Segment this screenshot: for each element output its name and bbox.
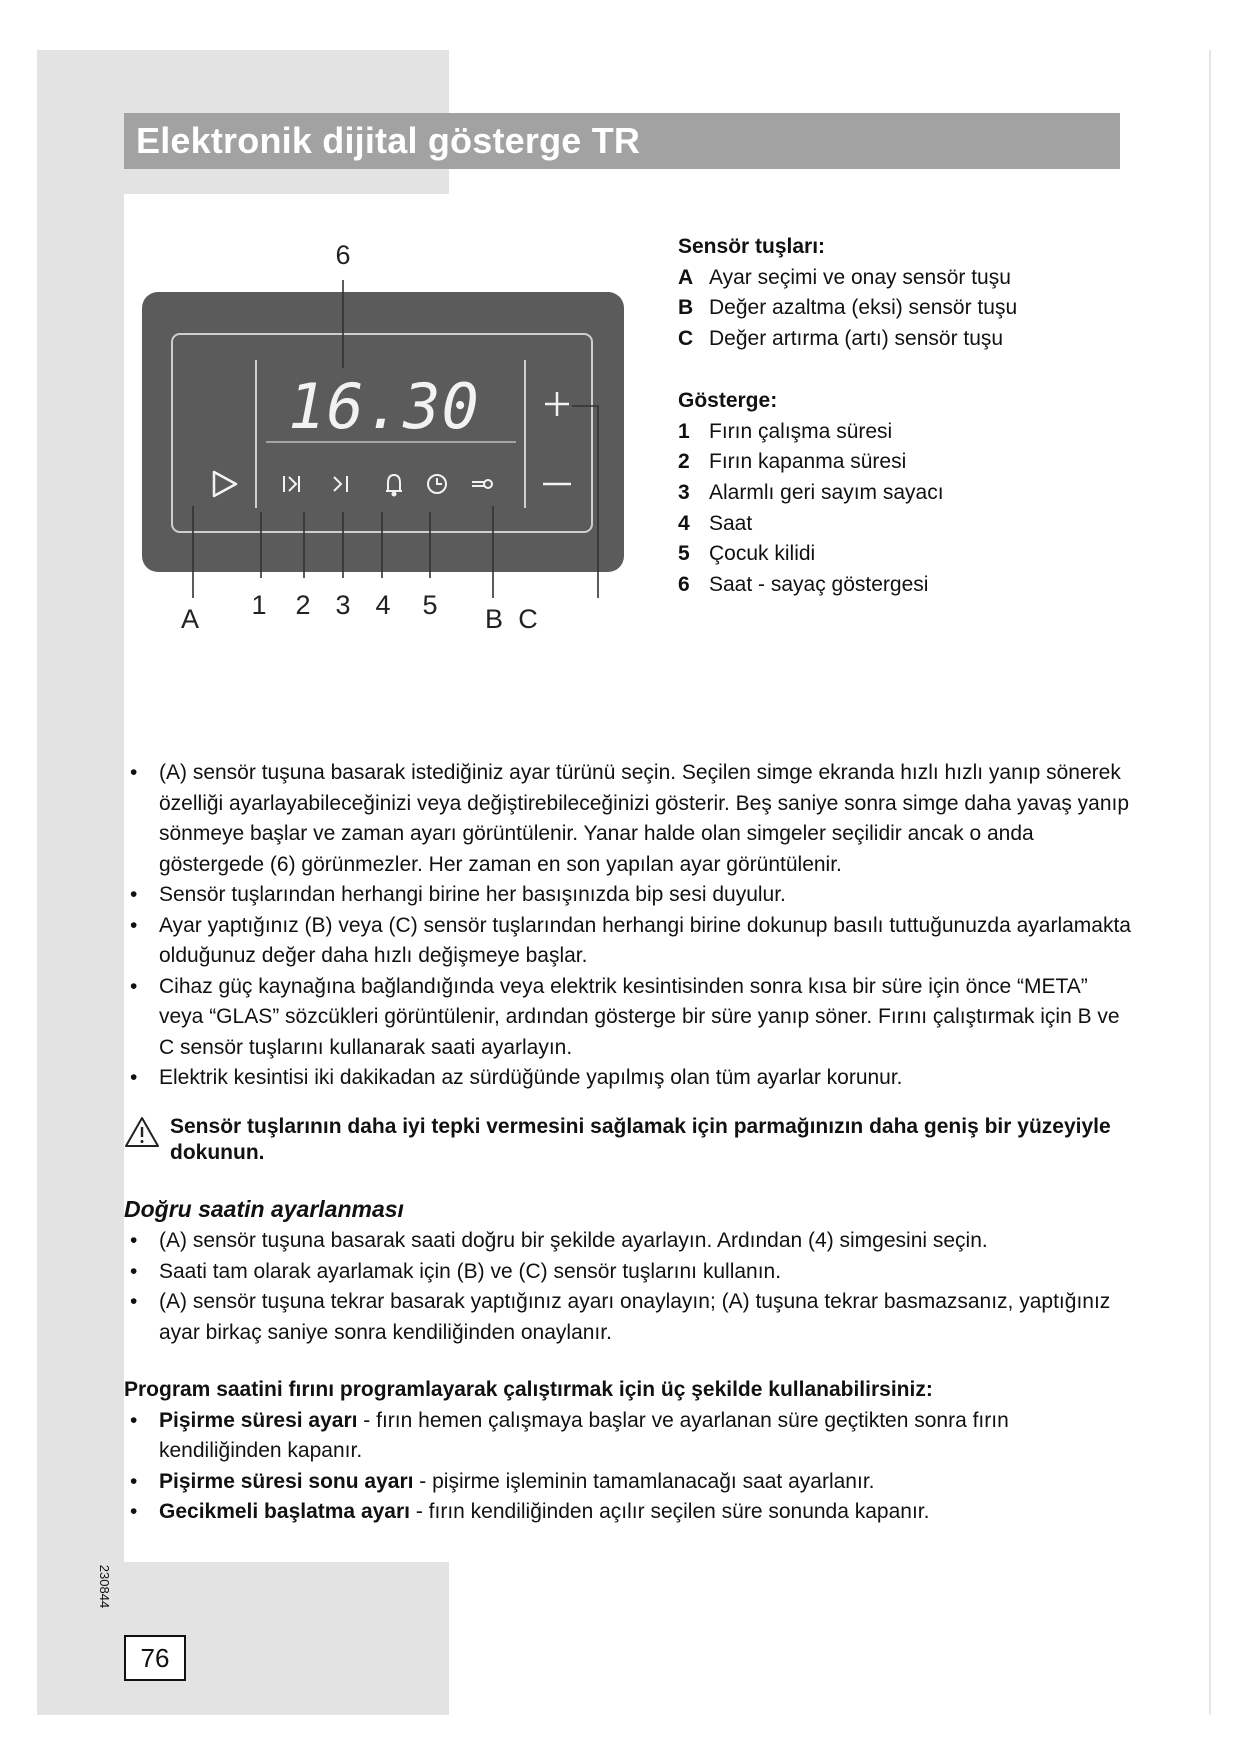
list-item (124, 1497, 1134, 1528)
mode-description: - fırın hemen çalışmaya başlar ve ayarlanan süre geçtikten sonra fırın kendiliğinden kapanır. (159, 1408, 1009, 1462)
legend-text: Değer azaltma (eksi) sensör tuşu (709, 296, 1018, 320)
legend-text: Fırın çalışma süresi (709, 419, 893, 443)
legend-row (678, 293, 1098, 324)
legend-text: Değer artırma (artı) sensör tuşu (709, 327, 1004, 351)
mode-description: - fırın kendiliğinden açılır seçilen süre sonunda kapanır. (410, 1500, 930, 1523)
legend-row (678, 324, 1098, 355)
legend-key: 1 (678, 419, 690, 443)
callout-2: 2 (295, 590, 311, 620)
display-heading: Gösterge: (678, 388, 778, 412)
callout-3: 3 (335, 590, 351, 620)
mode-name: Pişirme süresi ayarı (159, 1408, 358, 1432)
warning-note (124, 1114, 1134, 1166)
legend-key: 2 (678, 450, 690, 474)
body-text (124, 758, 1134, 1528)
legend-text: Fırın kapanma süresi (709, 450, 907, 474)
document-number (97, 1565, 117, 1613)
legend-row (678, 570, 1098, 601)
list-item: • Sensör tuşlarından herhangi birine her basışınızda bip sesi duyulur. (124, 880, 1134, 911)
legend-key: 3 (678, 480, 690, 504)
list-item: • Saati tam olarak ayarlamak için (B) ve (C) sensör tuşlarını kullanın. (124, 1257, 1134, 1288)
mode-name: Gecikmeli başlatma ayarı (159, 1500, 410, 1523)
legend-text: Saat (709, 511, 753, 535)
list-item: • (A) sensör tuşuna basarak saati doğru bir şekilde ayarlayın. Ardından (4) simgesini seçin. (124, 1226, 1134, 1257)
legend-key: 5 (678, 542, 690, 566)
callout-b: B (484, 604, 504, 634)
callout-a: A (180, 604, 200, 634)
sensor-keys-heading: Sensör tuşları: (678, 235, 826, 258)
legend-key: 4 (678, 511, 690, 535)
mode-description: - pişirme işleminin tamamlanacağı saat ayarlanır. (413, 1469, 875, 1493)
list-item: • Elektrik kesintisi iki dakikadan az sürdüğünde yapılmış olan tüm ayarlar korunur. (124, 1063, 1134, 1094)
mode-name: Pişirme süresi sonu ayarı (159, 1469, 414, 1493)
title-bar (124, 113, 1120, 169)
legend-key: 6 (678, 573, 690, 597)
legend-row (678, 478, 1098, 509)
diagram-legend (678, 232, 1098, 601)
list-item: • Ayar yaptığınız (B) veya (C) sensör tuşlarından herhangi birine dokunup basılı tuttuğunuzda ayarlamakta olduğunuz değer daha hızlı değişmeye başlar. (124, 911, 1134, 972)
legend-text: Ayar seçimi ve onay sensör tuşu (709, 265, 1011, 289)
warning-triangle-icon (124, 1114, 170, 1166)
list-item (124, 1406, 1134, 1467)
control-panel-diagram (124, 194, 644, 664)
page-title: Elektronik dijital gösterge TR (136, 120, 641, 161)
legend-row (678, 263, 1098, 294)
legend-text: Alarmlı geri sayım sayacı (709, 480, 944, 504)
legend-text: Çocuk kilidi (709, 542, 816, 566)
list-item: • (A) sensör tuşuna basarak istediğiniz ayar türünü seçin. Seçilen simge ekranda hızlı hızlı yanıp sönerek özelliği ayarlayabileceğinizi veya değiştirebileceğinizi gösterir. Beş saniye sonra simge daha yavaş yanıp sönmeye başlar ve zaman ayarı görüntülenir. Yanar halde olan simgeler seçilidir ancak o anda göstergede (6) görünmezler. Her zaman en son yapılan ayar görüntülenir. (124, 758, 1134, 880)
callout-4: 4 (375, 590, 391, 620)
time-readout: 16.30 (288, 370, 480, 443)
list-item (124, 1467, 1134, 1498)
program-modes-list (124, 1406, 1134, 1528)
legend-key: A (678, 265, 694, 289)
legend-row (678, 509, 1098, 540)
right-margin-rule (1209, 50, 1211, 1715)
legend-row (678, 417, 1098, 448)
document-number-text: 230844 (97, 1564, 113, 1609)
list-item: • Cihaz güç kaynağına bağlandığında veya elektrik kesintisinden sonra kısa bir süre için önce “META” veya “GLAS” sözcükleri görüntülenir, ardından gösterge bir süre yanıp söner. Fırını çalıştırmak için B ve C sensör tuşlarını kullanarak saati ayarlayın. (124, 972, 1134, 1064)
page-number: 76 (124, 1635, 186, 1681)
warning-text: Sensör tuşlarının daha iyi tepki vermesini sağlamak için parmağınızın daha geniş bir yüzeyiyle dokunun. (170, 1114, 1111, 1164)
callout-5: 5 (422, 590, 438, 620)
callout-c: C (518, 604, 538, 634)
instruction-list (124, 758, 1134, 1094)
list-item: • (A) sensör tuşuna tekrar basarak yaptığınız ayarı onaylayın; (A) tuşuna tekrar basmazsanız, yaptığınız ayar birkaç saniye sonra kendiliğinden onaylanır. (124, 1287, 1134, 1348)
legend-key: B (678, 296, 694, 320)
legend-row (678, 539, 1098, 570)
legend-row (678, 447, 1098, 478)
callout-6: 6 (335, 240, 351, 270)
section-heading-clock: Doğru saatin ayarlanması (124, 1195, 404, 1222)
legend-key: C (678, 327, 694, 351)
section-heading-program: Program saatini fırını programlayarak çalıştırmak için üç şekilde kullanabilirsiniz: (124, 1378, 933, 1401)
callout-1: 1 (251, 590, 267, 620)
clock-steps-list (124, 1226, 1134, 1348)
legend-text: Saat - sayaç göstergesi (709, 573, 929, 597)
